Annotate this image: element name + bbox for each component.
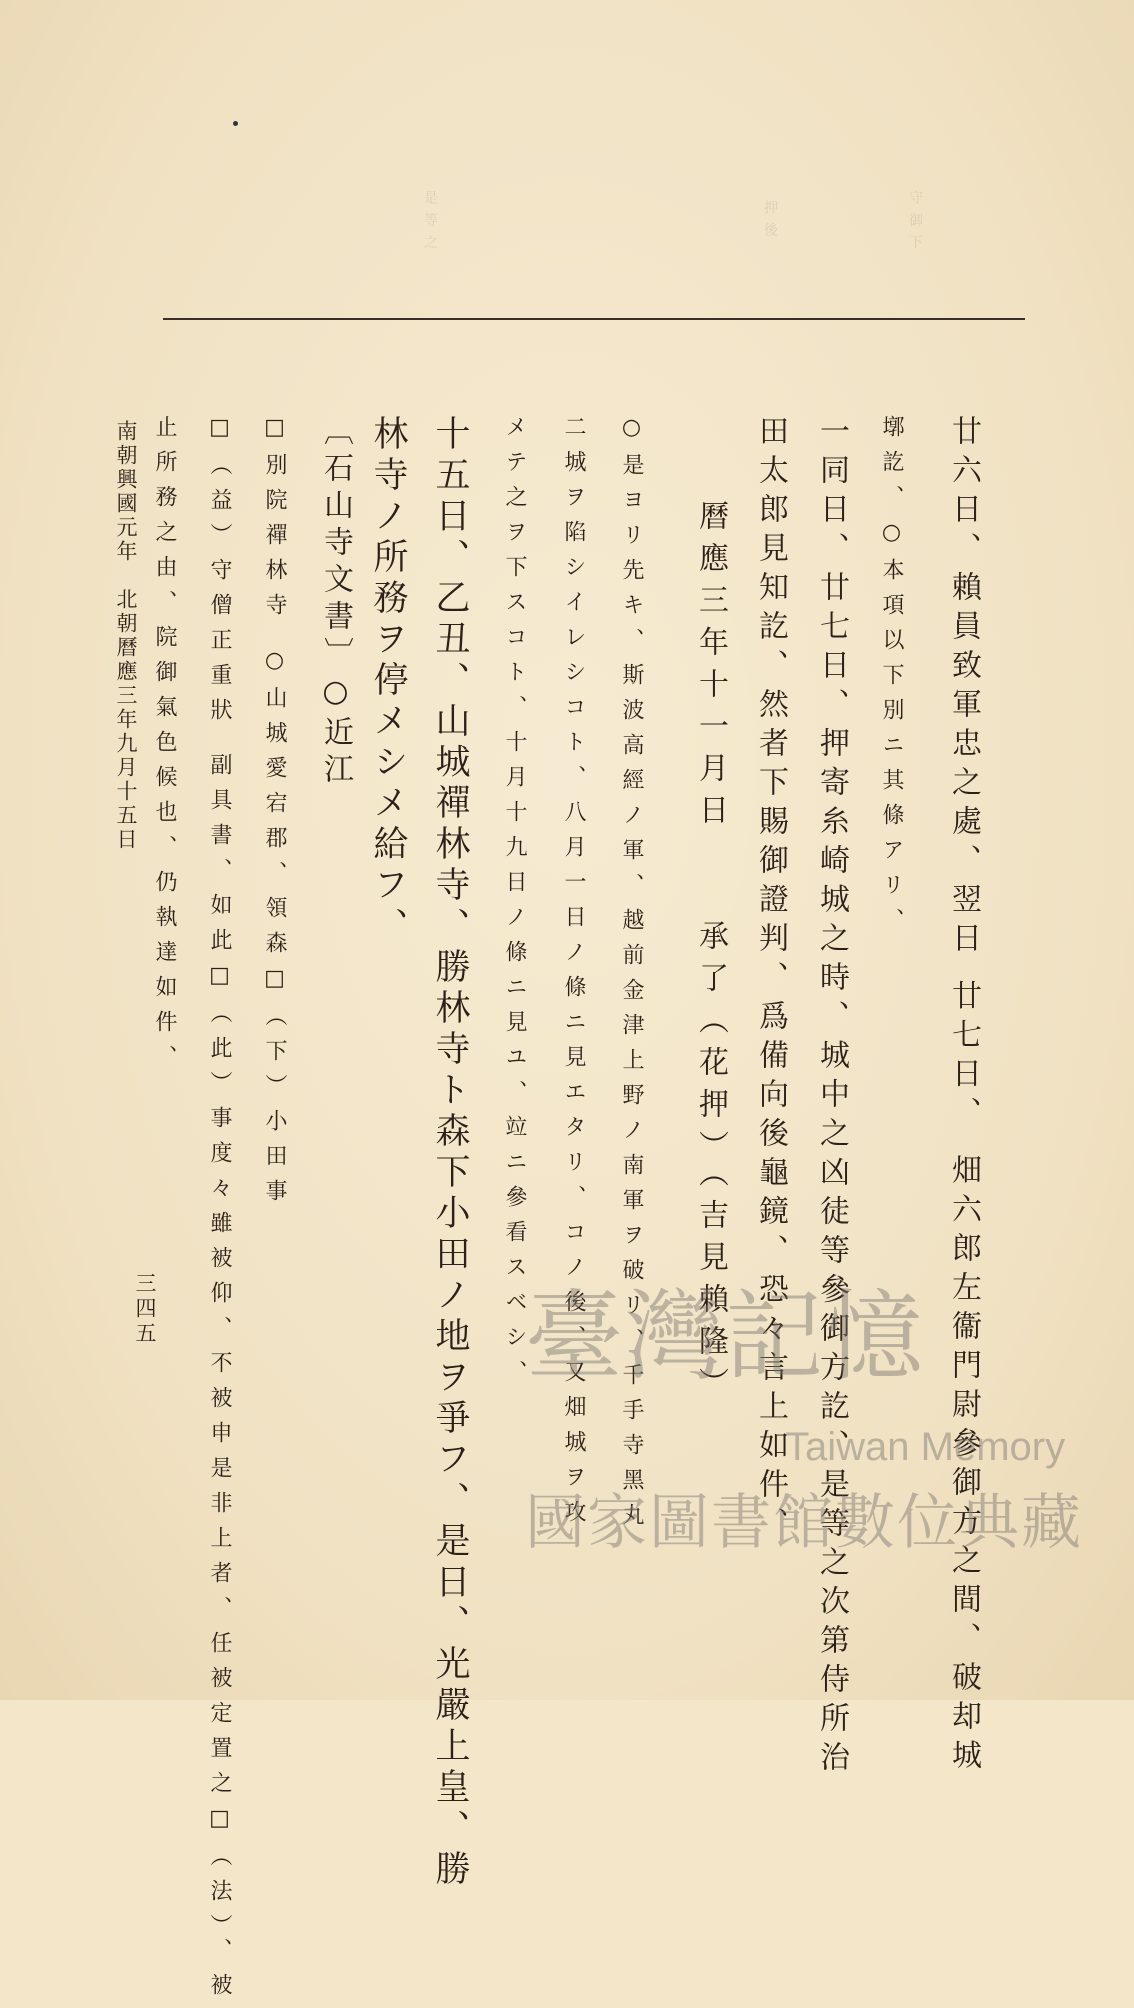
header-rule <box>163 318 1025 320</box>
source-title: 〔石山寺文書〕○近江 <box>318 415 353 790</box>
text-column-1: 廿六日、賴員致軍忠之處、翌日 廿七日、 畑六郎左衞門尉參御方之間、破却城 <box>946 415 981 1779</box>
entry-heading-column-2: 林寺ノ所務ヲ停メシメ給フ、 <box>368 415 408 948</box>
note-column-1: ○是ヨリ先キ、斯波高經ノ軍、越前金津上野ノ南軍ヲ破リ、千手寺黑丸 <box>619 415 644 1538</box>
page-number: 三四五 <box>133 1272 157 1347</box>
entry-heading-column-1: 十五日、乙丑、山城禪林寺、勝林寺ト森下小田ノ地ヲ爭フ、是日、光嚴上皇、勝 <box>430 415 470 1891</box>
document-column-2: □（益）守僧正重狀 副具書、如此□（此）事度々雖被仰、不被申是非上者、任被定置之□（法）、被 <box>207 415 232 2008</box>
watermark-english: Taiwan Memory <box>785 1425 1066 1469</box>
text-column-3: 一同日、廿七日、押寄糸崎城之時、城中之凶徒等參御方訖、是等之次第侍所治 <box>814 415 849 1780</box>
bleed-through-text: 是 等 之 <box>422 190 438 251</box>
watermark-logo: 臺灣記憶 <box>525 1280 926 1394</box>
document-column-1: □別院禪林寺 ○山城愛宕郡、領森□（下）小田事 <box>262 415 287 1214</box>
text-column-4: 田太郎見知訖、然者下賜御證判、爲備向後龜鏡、恐々言上如件、 <box>753 415 788 1546</box>
text-column-2: 墎訖、○本項以下別ニ其條アリ、 <box>879 415 904 943</box>
bleed-through-text: 守 御 下 <box>907 190 923 251</box>
running-header: 南朝興國元年 北朝曆應三年九月十五日 <box>114 420 138 852</box>
document-column-3: 止所務之由、院御氣色候也、仍執達如件、 <box>152 415 177 1080</box>
watermark-chinese: 國家圖書館數位典藏 <box>525 1488 1083 1558</box>
bleed-through-text: 押 後 <box>762 200 778 239</box>
ink-speck <box>233 121 238 126</box>
date-signature-column: 曆應三年十一月日 承了（花押）（吉見賴隆） <box>693 500 728 1409</box>
note-column-3: メテ之ヲ下スコト、十月十九日ノ條ニ見ユ、竝ニ參看スベシ、 <box>502 415 527 1395</box>
note-column-2: 二城ヲ陷シイレシコト、八月一日ノ條ニ見エタリ、コノ後、又畑城ヲ攻 <box>561 415 586 1535</box>
